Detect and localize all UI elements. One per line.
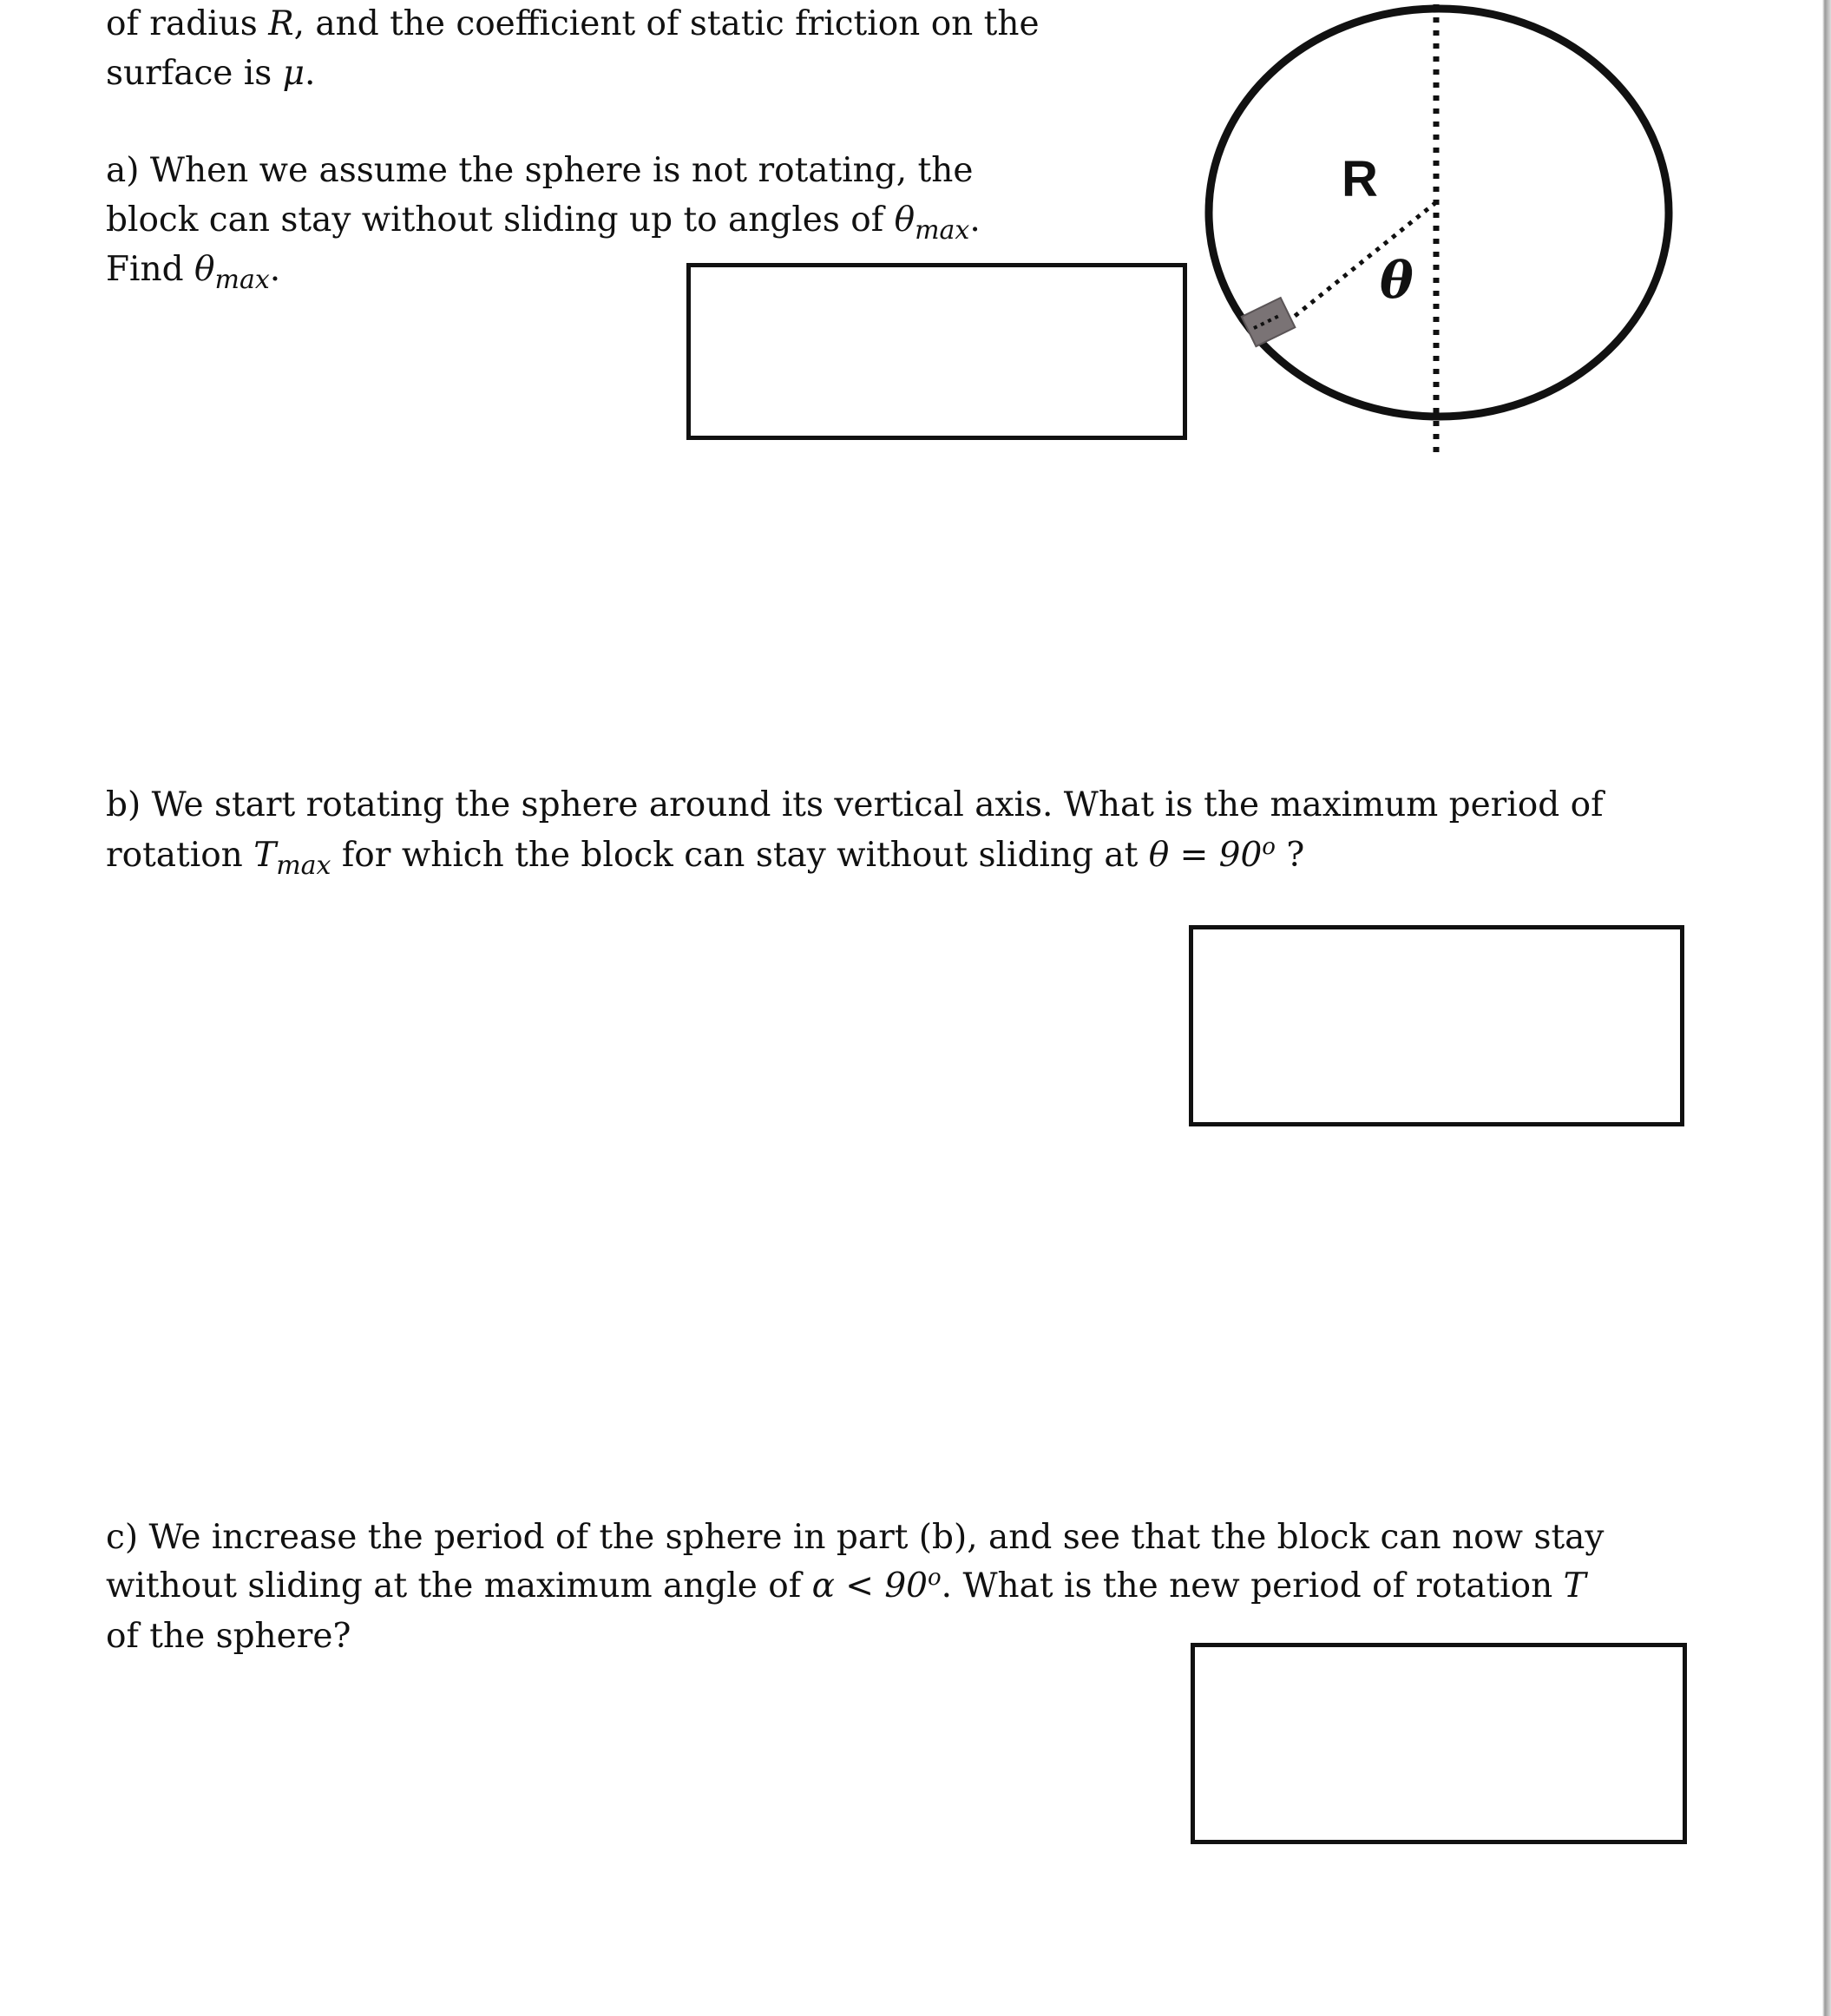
block (1242, 298, 1296, 346)
part-b-question-mark: ? (1275, 836, 1305, 875)
part-a-line-1 (106, 147, 973, 195)
alpha-less-than-90: α < 90 (811, 1566, 928, 1606)
part-a-line-3 (106, 246, 280, 294)
label-theta: θ (1380, 251, 1414, 310)
var-mu: μ (282, 54, 305, 93)
part-a-dot: . (269, 250, 281, 289)
part-c-text-1: c) We increase the period of the sphere in part (b), and see that the block can now stay (106, 1518, 1605, 1557)
part-b-text-2a: rotation (106, 836, 254, 875)
part-c-text-3: of the sphere? (106, 1617, 351, 1656)
degree-superscript: o (1262, 834, 1276, 860)
part-a-text-3: Find (106, 250, 195, 289)
part-a-line-2 (106, 196, 981, 245)
part-b-line-1 (106, 781, 1604, 830)
subscript-max: max (214, 265, 270, 295)
answer-box-c[interactable] (1191, 1643, 1687, 1844)
part-c-text-2a: without sliding at the maximum angle of (106, 1566, 812, 1606)
intro-line-2 (106, 49, 315, 98)
subscript-max: max (276, 850, 331, 881)
part-b-text-1: b) We start rotating the sphere around its vertical axis. What is the maximum period of (106, 785, 1604, 824)
intro-text: of radius (106, 4, 269, 43)
part-c-line-2 (106, 1562, 1586, 1611)
var-R: R (268, 4, 294, 43)
answer-box-b[interactable] (1189, 925, 1684, 1126)
part-b-line-2 (106, 831, 1304, 880)
part-a-text-1: a) When we assume the sphere is not rotating, the (106, 151, 974, 190)
answer-box-a[interactable] (686, 263, 1187, 440)
var-T: T (253, 836, 277, 875)
part-a-text-2: block can stay without sliding up to angles of (106, 200, 895, 240)
theta-symbol: θ (894, 200, 916, 240)
intro-line-1 (106, 0, 1040, 49)
part-a-dot: . (969, 200, 981, 240)
part-c-text-2b: . What is the new period of rotation (941, 1566, 1564, 1606)
part-c-line-1 (106, 1514, 1604, 1562)
part-c-line-3 (106, 1612, 351, 1661)
degree-superscript: o (928, 1565, 942, 1591)
var-T: T (1563, 1566, 1586, 1606)
theta-symbol: θ (194, 250, 215, 289)
label-R: R (1342, 151, 1378, 207)
sphere-diagram (1189, 0, 1683, 486)
part-b-text-2b: for which the block can stay without sliding at (331, 836, 1149, 875)
page-edge-shadow (1822, 0, 1831, 2016)
subscript-max: max (915, 215, 970, 246)
intro-dot: . (305, 54, 316, 93)
intro-text-rest: , and the coefficient of static friction on the (293, 4, 1040, 43)
theta-equals-90: θ = 90 (1148, 836, 1263, 875)
intro-text-2: surface is (106, 54, 283, 93)
